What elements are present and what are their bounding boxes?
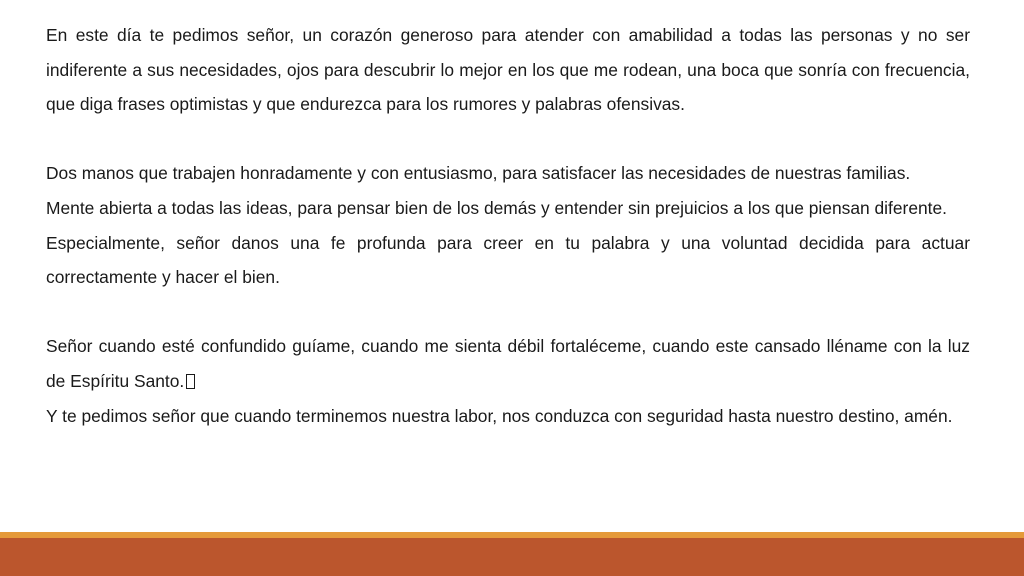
missing-glyph-icon (186, 374, 195, 389)
paragraph-6: Y te pedimos señor que cuando terminemos nuestra labor, nos conduzca con seguridad hasta nuestro destino, amén. (46, 405, 953, 426)
slide-body-text (46, 18, 970, 433)
paragraph-spacer (46, 295, 970, 330)
paragraph-5-text: Señor cuando esté confundido guíame, cuando me sienta débil fortaléceme, cuando este cansado lléname con la luz de Espíritu Santo. (46, 336, 970, 391)
footer-bar (0, 538, 1024, 576)
paragraph-1: En este día te pedimos señor, un corazón generoso para atender con amabilidad a todas las personas y no ser indiferente a sus necesidades, ojos para descubrir lo mejor en los que me rodean, una boca que sonría con frecuencia, que diga frases optimistas y que endurezca para los rumores y palabras ofensivas. (46, 25, 970, 115)
paragraph-spacer (46, 122, 970, 157)
paragraph-2: Dos manos que trabajen honradamente y con entusiasmo, para satisfacer las necesidades de nuestras familias. (46, 163, 911, 184)
paragraph-3: Mente abierta a todas las ideas, para pensar bien de los demás y entender sin prejuicios a los que piensan diferente. (46, 197, 948, 218)
paragraph-4: Especialmente, señor danos una fe profunda para creer en tu palabra y una voluntad decidida para actuar correctamente y hacer el bien. (46, 232, 970, 288)
paragraph-5 (46, 329, 970, 398)
